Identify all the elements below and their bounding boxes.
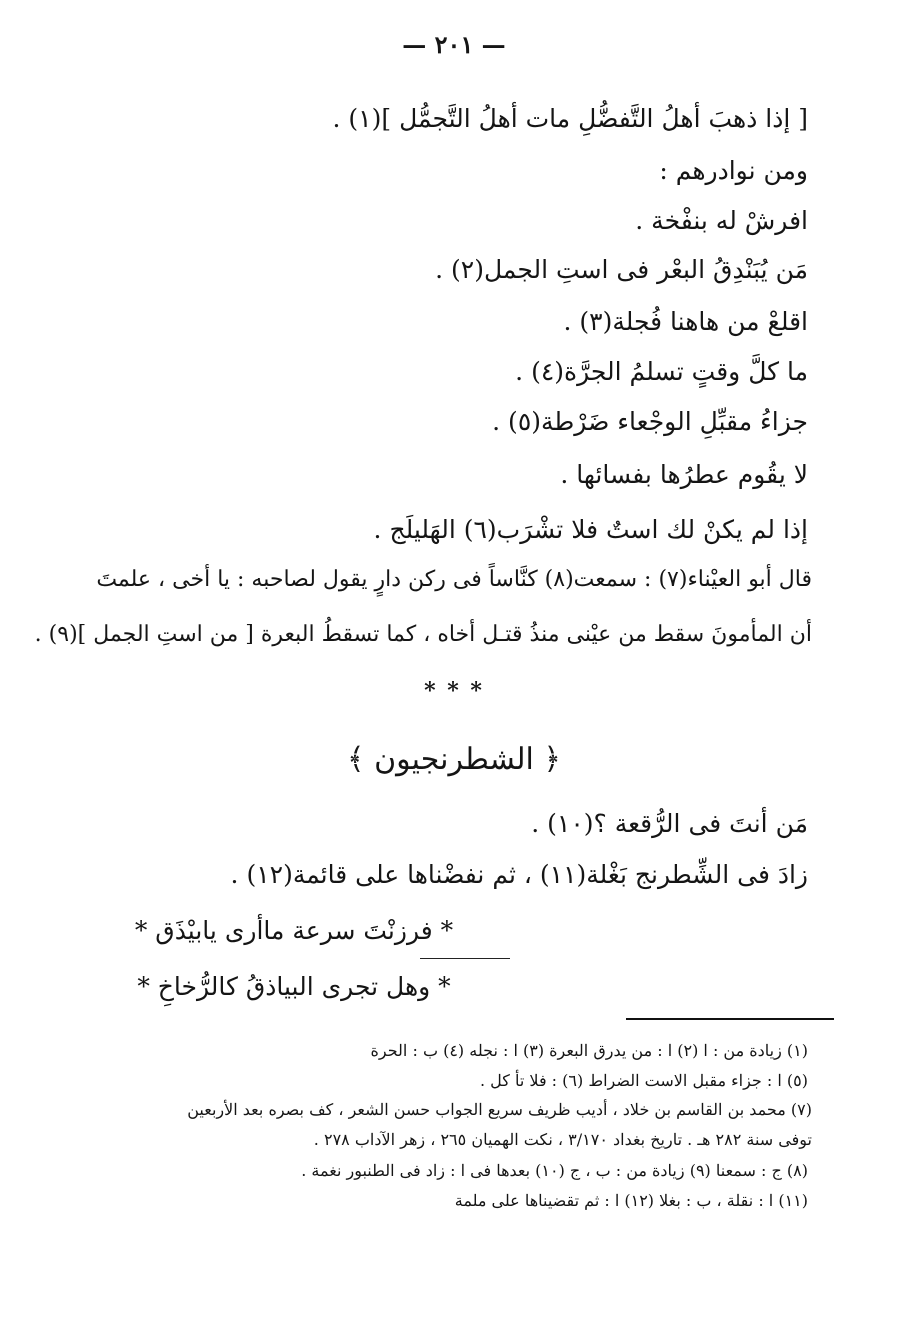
text-line: [ إذا ذهبَ أهلُ التَّفضُّلِ مات أهلُ التَّجمُّل ](١) . xyxy=(332,104,808,133)
footnote-line: (٧) محمد بن القاسم بن خلاد ، أديب ظريف سريع الجواب حسن الشعر ، كف بصره بعد الأربعين xyxy=(187,1100,812,1119)
section-title: ﴿ الشطرنجيون ﴾ xyxy=(347,742,561,777)
page-number: — ٢٠١ — xyxy=(402,30,506,59)
footnote-line: (٨) ج : سمعنا (٩) زيادة من : ب ، ج (١٠) بعدها فى ا : زاد فى الطنبور نغمة . xyxy=(301,1161,808,1180)
text-line: لا يقُوم عطرُها بفسائها . xyxy=(560,460,808,489)
footnote-line: (٥) ا : جزاء مقبل الاست الضراط (٦) : فلا تأ كل . xyxy=(479,1071,808,1090)
footnote-line: (١) زيادة من : ا (٢) ا : من يدرق البعرة (٣) ا : نجله (٤) ب : الحرة xyxy=(370,1041,808,1060)
text-line: إذا لم يكنْ لك استٌ فلا تشْرَب(٦) الهَليلَج . xyxy=(373,515,808,544)
text-line: مَن يُبَنْدِقُ البعْر فى استِ الجمل(٢) . xyxy=(435,255,808,284)
text-line: ومن نوادرهم : xyxy=(659,156,808,185)
text-line: مَن أنتَ فى الرُّقعة ؟(١٠) . xyxy=(531,809,808,838)
verse-line: * وهل تجرى البياذقُ كالرُّخاخِ * xyxy=(137,972,451,1001)
footnote-line: (١١) ا : نقلة ، ب : بغلا (١٢) ا : ثم تقضيناها على ملمة xyxy=(454,1191,808,1210)
footnote-line: توفى سنة ٢٨٢ هـ . تاريخ بغداد ٣/١٧٠ ، نكت الهميان ٢٦٥ ، زهر الآداب ٢٧٨ . xyxy=(313,1130,812,1149)
verse-line: * فرزنْتَ سرعة ماأرى يابيْذَق * xyxy=(134,916,454,945)
text-line: زادَ فى الشِّطرنج بَغْلة(١١) ، ثم نفضْناها على قائمة(١٢) . xyxy=(230,860,808,889)
text-line: أن المأمونَ سقط من عيْنى منذُ قتـل أخاه ، كما تسقطُ البعرة [ من استِ الجمل ](٩) . xyxy=(34,622,812,647)
text-line: افرشْ له بنفْخة . xyxy=(635,206,808,235)
text-line: اقلعْ من هاهنا فُجلة(٣) . xyxy=(563,307,808,336)
footnote-rule xyxy=(626,1018,834,1020)
text-line: قال أبو العيْناء(٧) : سمعت(٨) كنَّاساً فى ركن دارٍ يقول لصاحبه : يا أخى ، علمتَ xyxy=(96,567,812,592)
text-line: ما كلَّ وقتٍ تسلمُ الجرَّة(٤) . xyxy=(515,357,808,386)
verse-divider xyxy=(420,958,510,959)
section-separator: * * * xyxy=(424,678,484,704)
text-line: جزاءُ مقبِّلِ الوجْعاء ضَرْطة(٥) . xyxy=(492,407,808,436)
